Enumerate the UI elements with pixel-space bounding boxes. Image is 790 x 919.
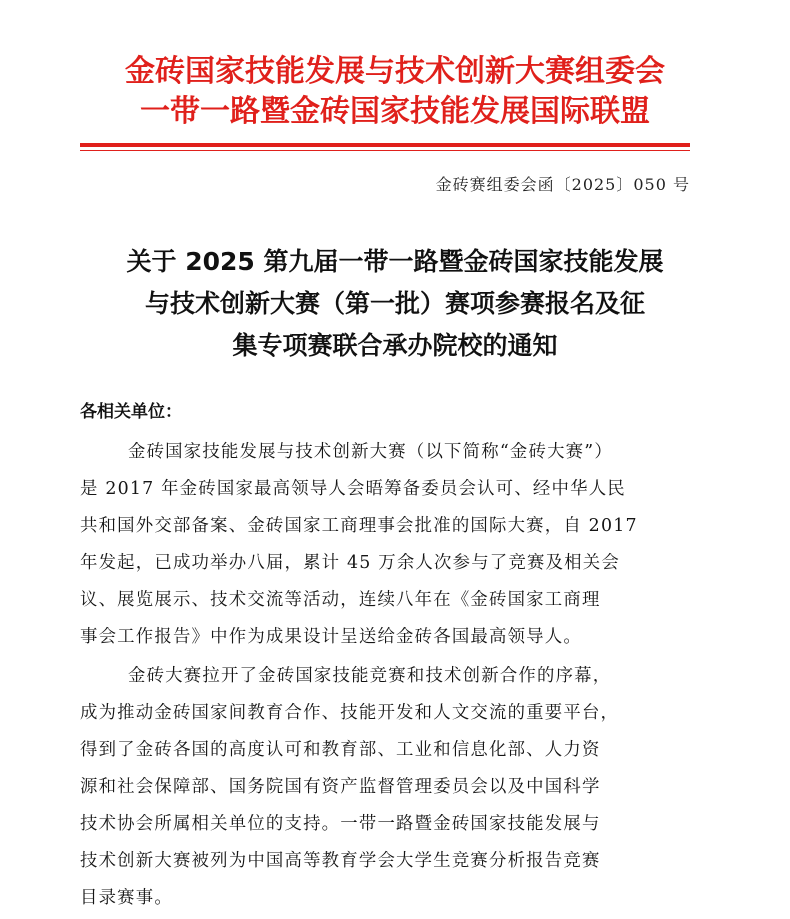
document-title: [80, 241, 710, 367]
red-header-rule-thick: [80, 143, 690, 147]
paragraph-2-line-5: 技术协会所属相关单位的支持。一带一路暨金砖国家技能发展与: [80, 814, 601, 834]
paragraph-1-line-5: 议、展览展示、技术交流等活动，连续八年在《金砖国家工商理: [80, 590, 601, 610]
paragraph-2-line-7: 目录赛事。: [80, 888, 173, 908]
paragraph-2-line-2: 成为推动金砖国家间教育合作、技能开发和人文交流的重要平台，: [80, 703, 620, 723]
paragraph-1-line-4: 年发起，已成功举办八届，累计 45 万余人次参与了竞赛及相关会: [80, 553, 620, 573]
paragraph-1-line-3: 共和国外交部备案、金砖国家工商理事会批准的国际大赛，自 2017: [80, 516, 638, 536]
paragraph-1-line-6: 事会工作报告》中作为成果设计呈送给金砖各国最高领导人。: [80, 627, 582, 647]
document-number: 金砖赛组委会函〔2025〕050 号: [435, 175, 690, 194]
paragraph-2-line-6: 技术创新大赛被列为中国高等教育学会大学生竞赛分析报告竞赛: [80, 851, 601, 871]
issuer-name-line1: 金砖国家技能发展与技术创新大赛组委会: [125, 54, 665, 89]
title-line-1: 关于 2025 第九届一带一路暨金砖国家技能发展: [126, 247, 664, 276]
paragraph-1-line-1: 金砖国家技能发展与技术创新大赛（以下简称“金砖大赛”）: [128, 442, 613, 462]
paragraph-1-line-2: 是 2017 年金砖国家最高领导人会晤筹备委员会认可、经中华人民: [80, 479, 626, 499]
red-header-rule-thin: [80, 150, 690, 151]
salutation: 各相关单位：: [80, 402, 182, 422]
issuer-name-line2: 一带一路暨金砖国家技能发展国际联盟: [140, 94, 650, 129]
title-line-2: 与技术创新大赛（第一批）赛项参赛报名及征: [144, 289, 645, 318]
title-line-3: 集专项赛联合承办院校的通知: [232, 331, 558, 360]
paragraph-2-line-4: 源和社会保障部、国务院国有资产监督管理委员会以及中国科学: [80, 777, 601, 797]
paragraph-2-line-1: 金砖大赛拉开了金砖国家技能竞赛和技术创新合作的序幕，: [128, 666, 612, 686]
paragraph-2-line-3: 得到了金砖各国的高度认可和教育部、工业和信息化部、人力资: [80, 740, 601, 760]
